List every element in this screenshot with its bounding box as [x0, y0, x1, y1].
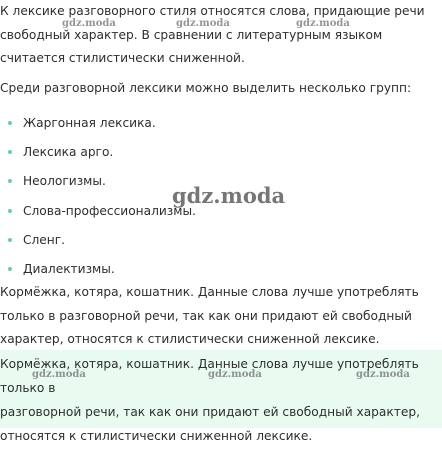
groups-list [0, 111, 196, 286]
list-item [0, 111, 196, 140]
bullet-icon [8, 267, 12, 271]
list-item-label: Сленг. [23, 232, 66, 247]
list-item [0, 228, 196, 257]
watermark: gdz.moda [62, 18, 116, 29]
list-item [0, 199, 196, 228]
answer-text [0, 352, 440, 448]
watermark: gdz.moda [208, 369, 262, 380]
answer-line: разговорной речи, так как они придают ей свободный характер, [0, 405, 420, 419]
bullet-icon [8, 179, 12, 183]
watermark: gdz.moda [172, 183, 286, 208]
watermark: gdz.moda [356, 369, 410, 380]
bullet-icon [8, 238, 12, 242]
list-item [0, 140, 196, 169]
list-item-label: Неологизмы. [23, 174, 106, 189]
groups-intro-paragraph: Среди разговорной лексики можно выделить несколько групп: [0, 81, 412, 95]
intro-paragraph: К лексике разговорного стиля относятся слова, придающие речи свободный характер. В сравнении с литературным языком считается стилистически сниженной. [0, 4, 425, 65]
bullet-icon [8, 150, 12, 154]
list-item [0, 169, 196, 198]
watermark: gdz.moda [176, 18, 230, 29]
list-item-label: Слова-профессионализмы. [23, 203, 196, 218]
bullet-icon [8, 121, 12, 125]
watermark: gdz.moda [296, 18, 350, 29]
example-paragraph: Кормёжка, котяра, кошатник. Данные слова лучше употреблять только в разговорной речи, так как они придают ей свободный характер, относятся к стилистически сниженной лексике. [0, 285, 419, 346]
answer-line: относятся к стилистически сниженной лексике. [0, 429, 313, 443]
answer-box [0, 350, 442, 443]
list-item-label: Диалектизмы. [23, 261, 115, 276]
watermark: gdz.moda [32, 369, 86, 380]
list-item-label: Жаргонная лексика. [23, 116, 156, 130]
list-item-label: Лексика арго. [23, 145, 114, 160]
bullet-icon [8, 209, 12, 213]
answer-line: Кормёжка, котяра, кошатник. Данные слова лучше употреблять только в [0, 357, 419, 395]
